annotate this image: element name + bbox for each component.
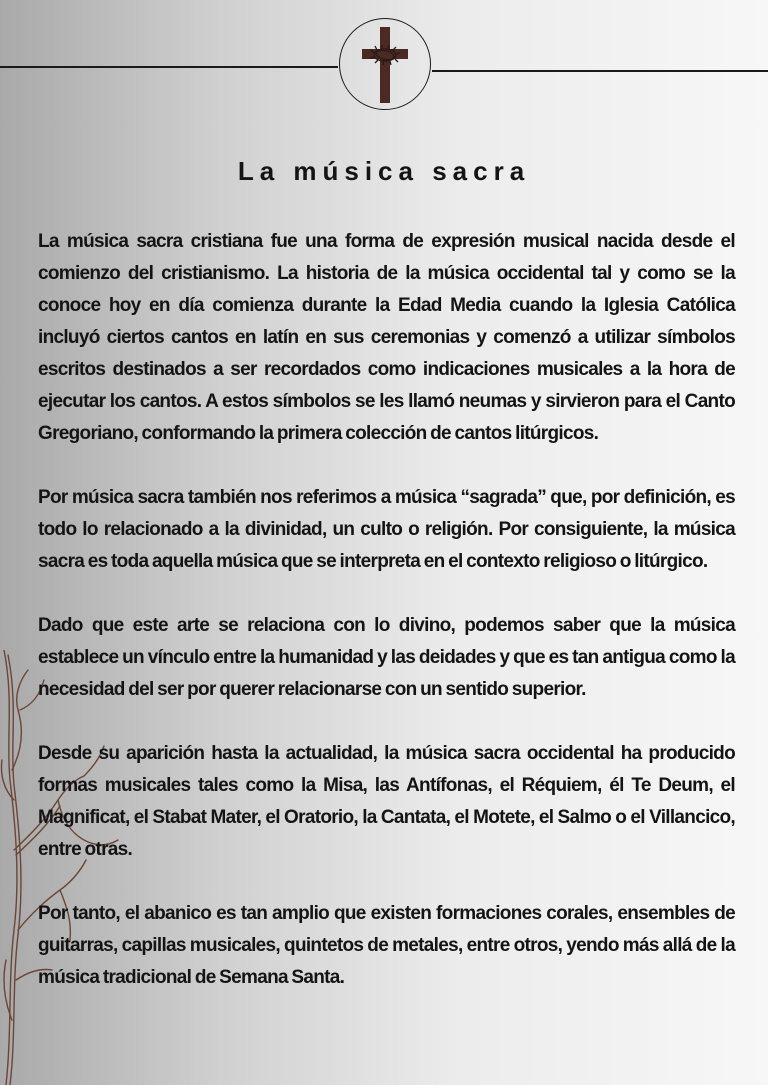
article-body (38, 226, 735, 1026)
paragraph-2: Por música sacra también nos referimos a música “sagrada” que, por definición, es todo lo relacionado a la divinidad, un culto o religión. Por consiguiente, la música sacra es toda aquella música que se interpreta en el contexto religioso o litúrgico. (38, 487, 735, 572)
page-title: La música sacra (237, 156, 531, 186)
paragraph-3: Dado que este arte se relaciona con lo divino, podemos saber que la música establece un vínculo entre la humanidad y las deidades y que es tan antigua como la necesidad del ser por querer relacionarse con un sentido superior. (38, 615, 735, 700)
paragraph-1: La música sacra cristiana fue una forma de expresión musical nacida desde el comienzo del cristianismo. La historia de la música occidental tal y como se la conoce hoy en día comienza durante la Edad Media cuando la Iglesia Católica incluyó ciertos cantos en latín en sus ceremonias y comenzó a utilizar símbolos escritos destinados a ser recordados como indicaciones musicales a la hora de ejecutar los cantos. A estos símbolos se les llamó neumas y sirvieron para el Canto Gregoriano, conformando la primera colección de cantos litúrgicos. (38, 231, 735, 444)
paragraph-4: Desde su aparición hasta la actualidad, la música sacra occidental ha producido formas musicales tales como la Misa, las Antífonas, el Réquiem, él Te Deum, el Magnificat, el Stabat Mater, el Oratorio, la Cantata, el Motete, el Salmo o el Villancico, entre otras. (38, 743, 735, 860)
cross-icon (340, 19, 432, 111)
paragraph-5: Por tanto, el abanico es tan amplio que existen formaciones corales, ensembles de guitarras, capillas musicales, quintetos de metales, entre otros, yendo más allá de la música tradicional de Semana Santa. (38, 903, 735, 988)
emblem-circle (339, 18, 431, 110)
header-divider-right (432, 70, 768, 72)
header-divider-left (0, 66, 338, 68)
